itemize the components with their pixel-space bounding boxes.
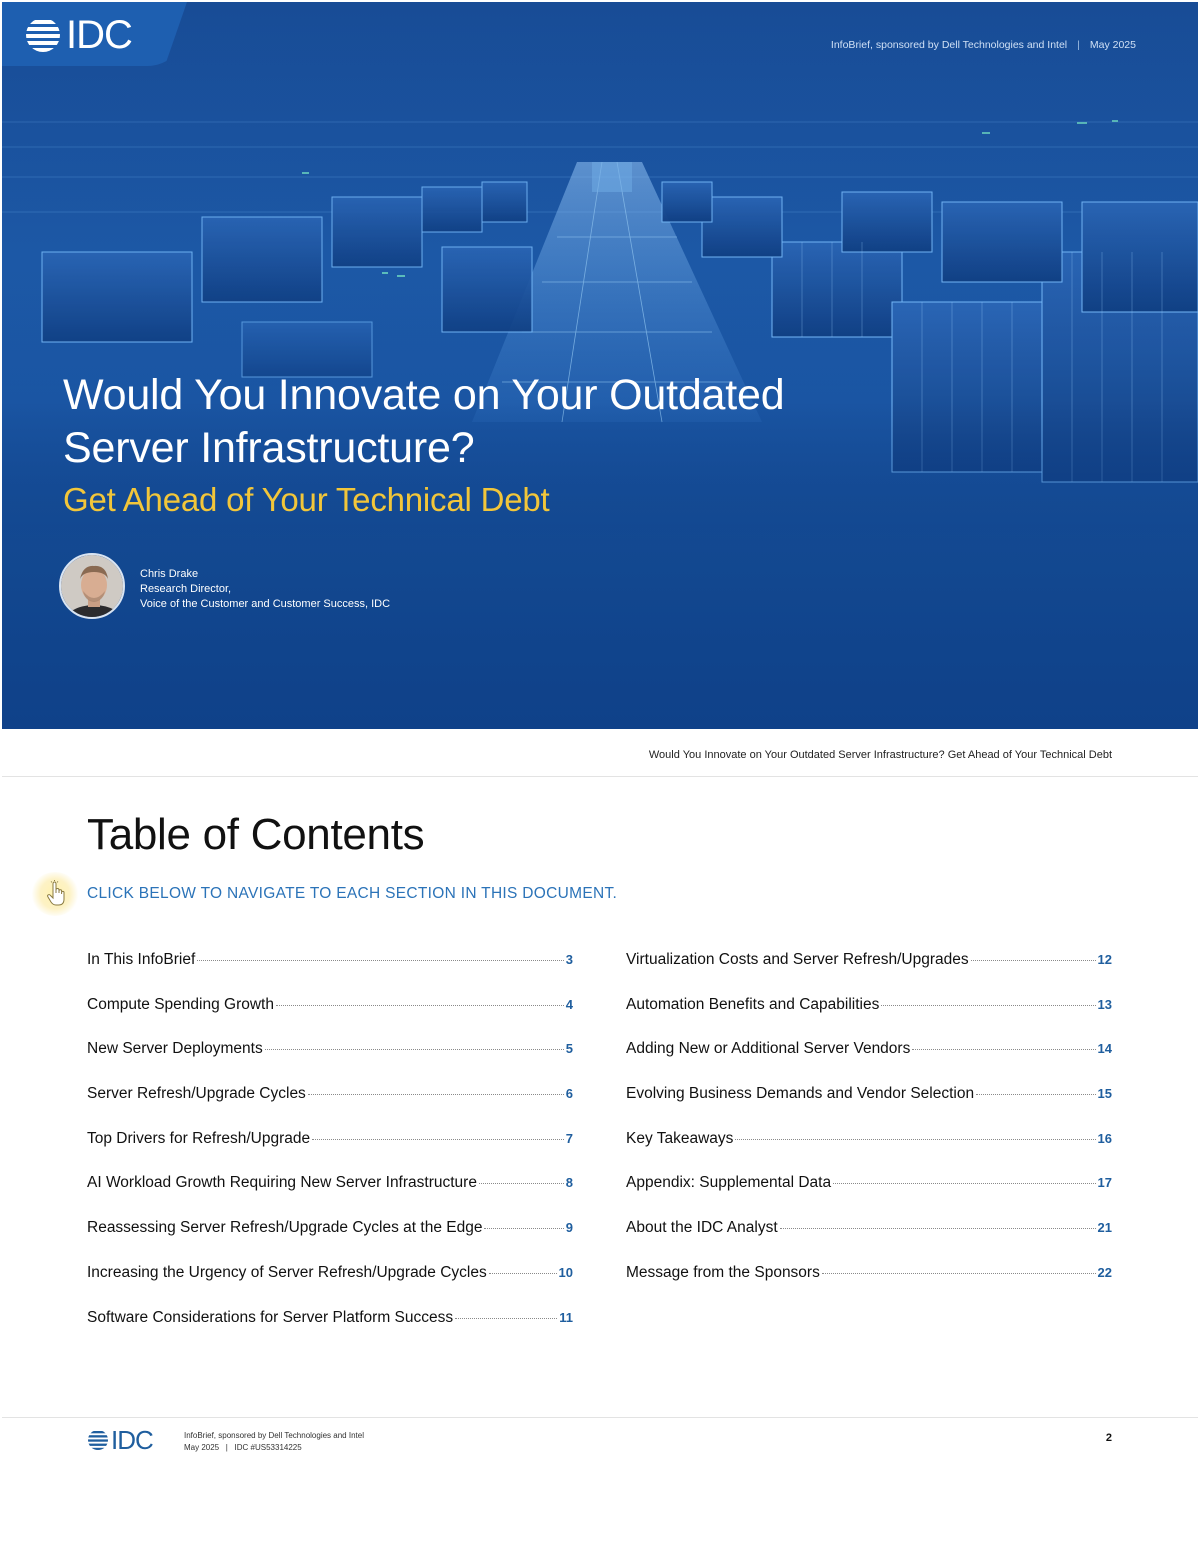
toc-leader-dots — [265, 1049, 564, 1050]
toc-leader-dots — [976, 1094, 1095, 1095]
toc-entry-page: 11 — [559, 1309, 573, 1325]
cover-meta-separator: | — [1077, 39, 1080, 51]
datacenter-illustration — [2, 2, 1198, 729]
toc-entry[interactable] — [87, 951, 573, 996]
toc-entry-page: 3 — [565, 952, 573, 967]
author-info — [140, 567, 390, 612]
cover-title: Would You Innovate on Your Outdated Server Infrastructure? — [63, 371, 785, 472]
toc-instruction: CLICK BELOW TO NAVIGATE TO EACH SECTION IN THIS DOCUMENT. — [87, 885, 618, 902]
toc-entry-page: 17 — [1097, 1175, 1112, 1191]
cover-page — [2, 2, 1198, 729]
toc-leader-dots — [780, 1228, 1096, 1229]
toc-entry[interactable] — [87, 1309, 573, 1354]
toc-leader-dots — [312, 1139, 564, 1140]
pointer-hand-icon — [45, 880, 67, 908]
toc-entry[interactable] — [626, 1130, 1112, 1175]
toc-entry-label: Compute Spending Growth — [87, 995, 274, 1013]
toc-leader-dots — [833, 1183, 1095, 1184]
footer-divider — [2, 1417, 1198, 1418]
toc-title: Table of Contents — [87, 810, 425, 859]
toc-entry-page: 5 — [565, 1041, 573, 1057]
idc-logo[interactable] — [24, 13, 132, 57]
toc-entry-label: About the IDC Analyst — [626, 1219, 778, 1237]
toc-leader-dots — [881, 1005, 1095, 1006]
toc-entry[interactable] — [626, 1174, 1112, 1219]
toc-entry-page: 12 — [1097, 952, 1112, 967]
toc-entry-page: 15 — [1097, 1086, 1112, 1102]
toc-leader-dots — [912, 1049, 1095, 1050]
cover-date: May 2025 — [1089, 39, 1136, 51]
toc-entry-page: 16 — [1097, 1130, 1112, 1146]
toc-entry[interactable] — [626, 1040, 1112, 1085]
toc-entry-page: 6 — [565, 1086, 573, 1102]
toc-entry-label: Increasing the Urgency of Server Refresh/Upgrade Cycles — [87, 1263, 487, 1281]
cover-sponsor: InfoBrief, sponsored by Dell Technologies and Intel — [830, 39, 1068, 51]
toc-leader-dots — [455, 1318, 557, 1319]
toc-entry-page: 13 — [1097, 996, 1112, 1012]
toc-entry-label: In This InfoBrief — [87, 951, 196, 968]
footer-sponsor: InfoBrief, sponsored by Dell Technologies and Intel — [184, 1431, 364, 1440]
header-divider — [2, 776, 1198, 777]
toc-leader-dots — [484, 1228, 563, 1229]
toc-entry[interactable] — [626, 1264, 1112, 1309]
toc-right-column — [626, 951, 1112, 1309]
toc-entry-page: 10 — [558, 1264, 573, 1280]
toc-entry-label: Server Refresh/Upgrade Cycles — [87, 1085, 306, 1103]
toc-left-column — [87, 951, 573, 1353]
toc-entry[interactable] — [87, 1174, 573, 1219]
toc-entry[interactable] — [87, 1085, 573, 1130]
toc-entry[interactable] — [87, 1264, 573, 1309]
running-head: Would You Innovate on Your Outdated Server Infrastructure? Get Ahead of Your Technical Debt — [648, 749, 1112, 761]
toc-entry-label: Message from the Sponsors — [626, 1263, 820, 1281]
toc-entry[interactable] — [626, 1085, 1112, 1130]
toc-entry-page: 21 — [1097, 1220, 1112, 1236]
toc-entry[interactable] — [87, 996, 573, 1041]
footer-idc-logo[interactable] — [87, 1425, 153, 1455]
toc-leader-dots — [479, 1183, 564, 1184]
author-role: Research Director, — [140, 583, 232, 595]
toc-entry-page: 8 — [565, 1175, 573, 1191]
toc-entry[interactable] — [87, 1040, 573, 1085]
footer-logo-wordmark: IDC — [111, 1425, 153, 1455]
toc-entry-label: Evolving Business Demands and Vendor Selection — [626, 1085, 975, 1103]
toc-leader-dots — [308, 1094, 564, 1095]
idc-logo-icon — [24, 16, 62, 54]
toc-entry-page: 14 — [1097, 1041, 1112, 1057]
toc-entry[interactable] — [87, 1219, 573, 1264]
toc-leader-dots — [197, 960, 564, 961]
toc-entry-label: AI Workload Growth Requiring New Server Infrastructure — [87, 1174, 477, 1192]
footer-meta — [184, 1430, 364, 1454]
toc-entry-label: Key Takeaways — [626, 1129, 734, 1147]
toc-leader-dots — [735, 1139, 1095, 1140]
toc-entry-page: 7 — [565, 1130, 573, 1146]
toc-entry-label: Software Considerations for Server Platform Success — [87, 1308, 454, 1326]
toc-entry-label: Virtualization Costs and Server Refresh/Upgrades — [626, 951, 969, 968]
idc-logo-icon — [87, 1429, 109, 1451]
toc-leader-dots — [276, 1005, 564, 1006]
toc-entry-label: Reassessing Server Refresh/Upgrade Cycles at the Edge — [87, 1219, 483, 1237]
toc-entry[interactable] — [626, 996, 1112, 1041]
toc-leader-dots — [489, 1273, 557, 1274]
toc-entry-label: Adding New or Additional Server Vendors — [626, 1040, 911, 1058]
logo-wordmark: IDC — [66, 13, 132, 57]
toc-entry-label: Top Drivers for Refresh/Upgrade — [87, 1129, 311, 1147]
toc-entry[interactable] — [626, 951, 1112, 996]
toc-entry-page: 9 — [565, 1220, 573, 1236]
toc-entry[interactable] — [626, 1219, 1112, 1264]
cover-meta — [831, 39, 1136, 51]
toc-entry-label: Automation Benefits and Capabilities — [626, 995, 880, 1013]
toc-entry-label: Appendix: Supplemental Data — [626, 1174, 832, 1192]
footer-date-id: May 2025 | IDC #US53314225 — [184, 1443, 302, 1452]
author-department: Voice of the Customer and Customer Success, IDC — [140, 598, 391, 610]
toc-entry-page: 22 — [1097, 1264, 1112, 1280]
toc-leader-dots — [971, 960, 1096, 961]
toc-entry-page: 4 — [565, 996, 573, 1012]
toc-entry[interactable] — [87, 1130, 573, 1175]
author-name: Chris Drake — [140, 568, 199, 580]
page-number: 2 — [1105, 1432, 1112, 1444]
toc-leader-dots — [822, 1273, 1096, 1274]
cover-subtitle: Get Ahead of Your Technical Debt — [63, 481, 550, 518]
toc-entry-label: New Server Deployments — [87, 1040, 263, 1058]
author-avatar — [59, 553, 125, 619]
